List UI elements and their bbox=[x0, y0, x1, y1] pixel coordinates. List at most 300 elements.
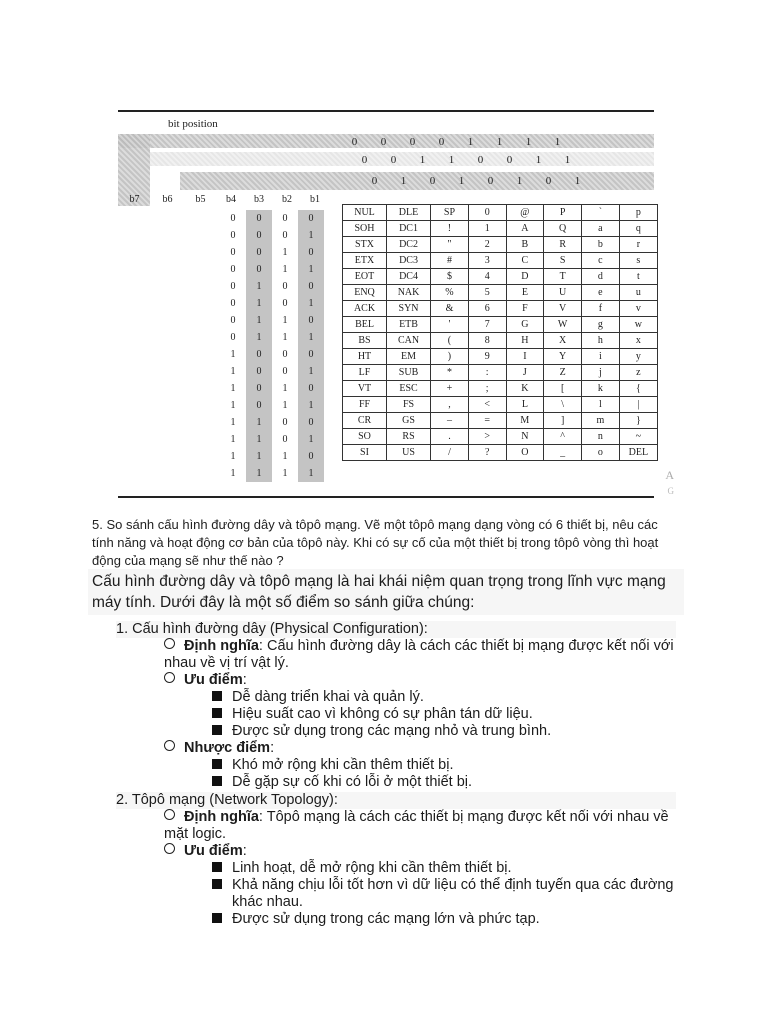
grid-row bbox=[343, 253, 658, 269]
hdr-cell: 1 bbox=[400, 175, 407, 187]
hdr-cell: 1 bbox=[458, 175, 465, 187]
list-item bbox=[212, 689, 424, 706]
hdr-cell: 0 bbox=[429, 175, 436, 187]
grid-row bbox=[343, 205, 658, 221]
list-item bbox=[212, 757, 453, 774]
bit-row bbox=[220, 380, 324, 397]
grid-cell: } bbox=[619, 413, 657, 429]
square-bullet-icon bbox=[212, 862, 222, 872]
bit-row bbox=[220, 448, 324, 465]
section-2-pros-label: Ưu điểm: bbox=[164, 843, 247, 860]
bit-row bbox=[220, 210, 324, 227]
grid-cell: STX bbox=[343, 237, 387, 253]
hdr-cell: 1 bbox=[574, 175, 581, 187]
list-item bbox=[212, 723, 551, 740]
grid-cell: ; bbox=[468, 381, 506, 397]
grid-cell: EOT bbox=[343, 269, 387, 285]
bit-value: 1 bbox=[230, 417, 236, 428]
bit-row bbox=[220, 244, 324, 261]
grid-cell: . bbox=[431, 429, 469, 445]
bit-value: 0 bbox=[298, 380, 324, 397]
grid-cell: 2 bbox=[468, 237, 506, 253]
grid-cell: H bbox=[506, 333, 544, 349]
grid-cell: ENQ bbox=[343, 285, 387, 301]
bit-value: 0 bbox=[230, 332, 236, 343]
square-bullet-icon bbox=[212, 725, 222, 735]
grid-cell: k bbox=[582, 381, 620, 397]
grid-cell: F bbox=[506, 301, 544, 317]
grid-cell: ETX bbox=[343, 253, 387, 269]
grid-cell: R bbox=[544, 237, 582, 253]
grid-cell: g bbox=[582, 317, 620, 333]
bit-value: 1 bbox=[230, 366, 236, 377]
hdr-cell: 1 bbox=[564, 154, 571, 166]
grid-cell: K bbox=[506, 381, 544, 397]
hollow-bullet-icon bbox=[164, 638, 175, 649]
bit-value: 0 bbox=[230, 247, 236, 258]
hdr-cell: 1 bbox=[419, 154, 426, 166]
bit-value: 1 bbox=[246, 431, 272, 448]
grid-cell: d bbox=[582, 269, 620, 285]
grid-cell: E bbox=[506, 285, 544, 301]
grid-cell: i bbox=[582, 349, 620, 365]
grid-cell: Q bbox=[544, 221, 582, 237]
grid-cell: DC2 bbox=[387, 237, 431, 253]
grid-cell: h bbox=[582, 333, 620, 349]
grid-row bbox=[343, 413, 658, 429]
bit-value-columns bbox=[220, 210, 324, 482]
grid-cell: < bbox=[468, 397, 506, 413]
grid-cell: u bbox=[619, 285, 657, 301]
bit-label: b1 bbox=[310, 194, 320, 205]
hollow-bullet-icon bbox=[164, 809, 175, 820]
bit-value: 0 bbox=[246, 397, 272, 414]
pros-label: Ưu điểm bbox=[184, 672, 243, 688]
grid-cell: b bbox=[582, 237, 620, 253]
grid-cell: NAK bbox=[387, 285, 431, 301]
bit-value: 1 bbox=[230, 434, 236, 445]
section-1-pros-label: Ưu điểm: bbox=[164, 672, 247, 689]
grid-cell: SO bbox=[343, 429, 387, 445]
grid-cell: – bbox=[431, 413, 469, 429]
grid-cell: M bbox=[506, 413, 544, 429]
grid-cell: ^ bbox=[544, 429, 582, 445]
grid-cell: x bbox=[619, 333, 657, 349]
grid-cell: DC1 bbox=[387, 221, 431, 237]
grid-cell: D bbox=[506, 269, 544, 285]
grid-cell: A bbox=[506, 221, 544, 237]
hdr-cell: 1 bbox=[535, 154, 542, 166]
grid-cell: DLE bbox=[387, 205, 431, 221]
grid-cell: DEL bbox=[619, 445, 657, 461]
bit-value: 1 bbox=[246, 312, 272, 329]
grid-cell: O bbox=[506, 445, 544, 461]
list-item-text: Khó mở rộng khi cần thêm thiết bị. bbox=[232, 757, 454, 773]
grid-cell: BEL bbox=[343, 317, 387, 333]
bit-value: 1 bbox=[282, 315, 288, 326]
grid-cell: ] bbox=[544, 413, 582, 429]
grid-cell: e bbox=[582, 285, 620, 301]
grid-cell: P bbox=[544, 205, 582, 221]
grid-cell: FS bbox=[387, 397, 431, 413]
bit-value: 1 bbox=[230, 468, 236, 479]
hdr-cell: 0 bbox=[545, 175, 552, 187]
grid-row bbox=[343, 269, 658, 285]
grid-cell: VT bbox=[343, 381, 387, 397]
bit-value: 1 bbox=[246, 278, 272, 295]
bit-label: b5 bbox=[195, 194, 206, 205]
bit-row bbox=[220, 295, 324, 312]
grid-cell: LF bbox=[343, 365, 387, 381]
bit-value: 0 bbox=[282, 298, 288, 309]
bit-value: 1 bbox=[246, 329, 272, 346]
side-char-1: A bbox=[665, 468, 674, 482]
bit-value: 1 bbox=[246, 414, 272, 431]
grid-cell: ESC bbox=[387, 381, 431, 397]
grid-cell: % bbox=[431, 285, 469, 301]
hdr-cell: 0 bbox=[351, 136, 358, 148]
section-1-definition bbox=[164, 638, 674, 672]
hdr-cell: 0 bbox=[477, 154, 484, 166]
grid-cell: r bbox=[619, 237, 657, 253]
grid-cell: CR bbox=[343, 413, 387, 429]
grid-cell: S bbox=[544, 253, 582, 269]
grid-cell: NUL bbox=[343, 205, 387, 221]
bit-value: 1 bbox=[282, 247, 288, 258]
bit-value: 0 bbox=[282, 366, 288, 377]
bit-value: 1 bbox=[298, 295, 324, 312]
grid-cell: CAN bbox=[387, 333, 431, 349]
bit-value: 1 bbox=[230, 383, 236, 394]
grid-cell: X bbox=[544, 333, 582, 349]
bit-value: 0 bbox=[298, 414, 324, 431]
question-5: 5. So sánh cấu hình đường dây và tôpô mạng. Vẽ một tôpô mạng dạng vòng có 6 thiết bị, nêu các tính năng và hoạt động cơ bản của tôpô này. Khi có sự cố của một thiết bị trong tôpô vòng thì hoạt động của mạng sẽ như thế nào ? bbox=[92, 517, 659, 568]
bit-value: 0 bbox=[282, 417, 288, 428]
grid-cell: 1 bbox=[468, 221, 506, 237]
hdr-cell: 0 bbox=[371, 175, 378, 187]
bit-value: 0 bbox=[282, 281, 288, 292]
bit-value: 1 bbox=[298, 261, 324, 278]
bit-value: 0 bbox=[246, 363, 272, 380]
hdr-cell: 0 bbox=[438, 136, 445, 148]
bit-value: 1 bbox=[298, 397, 324, 414]
list-item-text: Hiệu suất cao vì không có sự phân tán dữ liệu. bbox=[232, 706, 533, 722]
bit-value: 1 bbox=[298, 465, 324, 482]
grid-cell: v bbox=[619, 301, 657, 317]
grid-cell: q bbox=[619, 221, 657, 237]
grid-cell: ( bbox=[431, 333, 469, 349]
grid-cell: t bbox=[619, 269, 657, 285]
hdr-cell: 0 bbox=[506, 154, 513, 166]
grid-cell: # bbox=[431, 253, 469, 269]
grid-cell: SYN bbox=[387, 301, 431, 317]
bit-value: 0 bbox=[298, 278, 324, 295]
hdr-cell: 0 bbox=[380, 136, 387, 148]
grid-cell: > bbox=[468, 429, 506, 445]
grid-cell: B bbox=[506, 237, 544, 253]
grid-cell: / bbox=[431, 445, 469, 461]
grid-cell: , bbox=[431, 397, 469, 413]
figure-bottom-rule bbox=[118, 496, 654, 498]
grid-cell: ) bbox=[431, 349, 469, 365]
bit-value: 1 bbox=[282, 451, 288, 462]
bit-row bbox=[220, 431, 324, 448]
grid-row bbox=[343, 429, 658, 445]
bit-row bbox=[220, 346, 324, 363]
bit-value: 0 bbox=[230, 315, 236, 326]
bit-value: 0 bbox=[298, 448, 324, 465]
grid-cell: o bbox=[582, 445, 620, 461]
hollow-bullet-icon bbox=[164, 740, 175, 751]
section-1-cons-label: Nhược điểm: bbox=[164, 740, 274, 757]
bit-value: 0 bbox=[298, 346, 324, 363]
grid-cell: DC4 bbox=[387, 269, 431, 285]
bit-value: 0 bbox=[246, 261, 272, 278]
bit-value: 0 bbox=[246, 244, 272, 261]
ascii-code-grid bbox=[342, 204, 658, 461]
grid-cell: n bbox=[582, 429, 620, 445]
hdr-cell: 1 bbox=[516, 175, 523, 187]
bit-row bbox=[220, 329, 324, 346]
bit-position-label: bit position bbox=[168, 118, 218, 130]
bit-header-row-3 bbox=[360, 175, 592, 187]
grid-cell: f bbox=[582, 301, 620, 317]
grid-cell: + bbox=[431, 381, 469, 397]
square-bullet-icon bbox=[212, 776, 222, 786]
bit-value: 1 bbox=[230, 349, 236, 360]
grid-cell: ? bbox=[468, 445, 506, 461]
grid-row bbox=[343, 317, 658, 333]
bit-value: 1 bbox=[282, 468, 288, 479]
grid-cell: 5 bbox=[468, 285, 506, 301]
grid-cell: T bbox=[544, 269, 582, 285]
bit-value: 1 bbox=[298, 329, 324, 346]
bit-value: 0 bbox=[246, 380, 272, 397]
bit-value: 0 bbox=[246, 227, 272, 244]
list-item bbox=[212, 860, 512, 877]
bit-value: 0 bbox=[230, 230, 236, 241]
hdr-cell: 1 bbox=[448, 154, 455, 166]
ascii-table-figure bbox=[118, 108, 674, 500]
bit-row bbox=[220, 278, 324, 295]
hollow-bullet-icon bbox=[164, 672, 175, 683]
grid-cell: HT bbox=[343, 349, 387, 365]
bit-value: 0 bbox=[298, 312, 324, 329]
section-1-heading: 1. Cấu hình đường dây (Physical Configuration): bbox=[116, 621, 676, 638]
bit-value: 1 bbox=[282, 383, 288, 394]
list-item-text: Dễ dàng triển khai và quản lý. bbox=[232, 689, 424, 705]
bit-value: 0 bbox=[230, 213, 236, 224]
bit-header-row-2 bbox=[350, 154, 582, 166]
grid-cell: Z bbox=[544, 365, 582, 381]
hollow-bullet-icon bbox=[164, 843, 175, 854]
grid-cell: _ bbox=[544, 445, 582, 461]
hdr-cell: 1 bbox=[525, 136, 532, 148]
grid-cell: l bbox=[582, 397, 620, 413]
bit-value: 0 bbox=[230, 298, 236, 309]
hdr-cell: 0 bbox=[361, 154, 368, 166]
bit-value: 1 bbox=[282, 400, 288, 411]
bit-header-row-1 bbox=[340, 136, 572, 148]
section-2-heading: 2. Tôpô mạng (Network Topology): bbox=[116, 792, 676, 809]
side-char-2: G bbox=[667, 486, 674, 496]
bit-value: 1 bbox=[246, 465, 272, 482]
definition-text: : Tôpô mạng là cách các thiết bị mạng được kết nối với nhau về mặt logic. bbox=[164, 809, 669, 842]
bit-value: 1 bbox=[298, 227, 324, 244]
bit-row bbox=[220, 312, 324, 329]
grid-cell: m bbox=[582, 413, 620, 429]
bit-value: 0 bbox=[282, 349, 288, 360]
bit-value: 1 bbox=[282, 264, 288, 275]
grid-row bbox=[343, 397, 658, 413]
bit-label: b3 bbox=[254, 194, 264, 205]
square-bullet-icon bbox=[212, 691, 222, 701]
grid-cell: | bbox=[619, 397, 657, 413]
bit-value: 0 bbox=[298, 244, 324, 261]
grid-cell: EM bbox=[387, 349, 431, 365]
list-item bbox=[212, 877, 682, 911]
bit-label: b6 bbox=[162, 194, 173, 205]
grid-cell: ~ bbox=[619, 429, 657, 445]
list-item-text: Được sử dụng trong các mạng nhỏ và trung bình. bbox=[232, 723, 552, 739]
definition-text: : Cấu hình đường dây là cách các thiết bị mạng được kết nối với nhau về vị trí vật lý. bbox=[164, 638, 674, 671]
bit-value: 0 bbox=[230, 264, 236, 275]
definition-label: Định nghĩa bbox=[184, 638, 259, 654]
bit-row bbox=[220, 465, 324, 482]
square-bullet-icon bbox=[212, 879, 222, 889]
grid-cell: N bbox=[506, 429, 544, 445]
grid-row bbox=[343, 301, 658, 317]
grid-cell: j bbox=[582, 365, 620, 381]
bit-value: 1 bbox=[298, 363, 324, 380]
grid-cell: US bbox=[387, 445, 431, 461]
grid-cell: z bbox=[619, 365, 657, 381]
grid-cell: { bbox=[619, 381, 657, 397]
grid-cell: s bbox=[619, 253, 657, 269]
grid-cell: @ bbox=[506, 205, 544, 221]
grid-cell: ' bbox=[431, 317, 469, 333]
grid-cell: 8 bbox=[468, 333, 506, 349]
bit-row bbox=[220, 414, 324, 431]
grid-cell: U bbox=[544, 285, 582, 301]
grid-cell: p bbox=[619, 205, 657, 221]
intro-paragraph: Cấu hình đường dây và tôpô mạng là hai khái niệm quan trọng trong lĩnh vực mạng máy tính. Dưới đây là một số điểm so sánh giữa chúng: bbox=[88, 569, 684, 615]
grid-cell: W bbox=[544, 317, 582, 333]
grid-cell: FF bbox=[343, 397, 387, 413]
bit-value: 0 bbox=[246, 346, 272, 363]
grid-row bbox=[343, 221, 658, 237]
bit-value: 0 bbox=[230, 281, 236, 292]
grid-cell: [ bbox=[544, 381, 582, 397]
grid-cell: c bbox=[582, 253, 620, 269]
square-bullet-icon bbox=[212, 759, 222, 769]
hdr-cell: 0 bbox=[390, 154, 397, 166]
bit-value: 1 bbox=[230, 400, 236, 411]
bit-label: b2 bbox=[282, 194, 292, 205]
grid-cell: : bbox=[468, 365, 506, 381]
bit-value: 1 bbox=[246, 448, 272, 465]
grid-row bbox=[343, 381, 658, 397]
figure-top-rule bbox=[118, 110, 654, 112]
grid-row bbox=[343, 333, 658, 349]
bit-value: 1 bbox=[298, 431, 324, 448]
list-item bbox=[212, 911, 540, 928]
grid-cell: 4 bbox=[468, 269, 506, 285]
grid-row bbox=[343, 237, 658, 253]
grid-cell: C bbox=[506, 253, 544, 269]
cons-label: Nhược điểm bbox=[184, 740, 271, 756]
grid-cell: ` bbox=[582, 205, 620, 221]
hdr-cell: 0 bbox=[409, 136, 416, 148]
grid-row bbox=[343, 349, 658, 365]
bit-row bbox=[220, 397, 324, 414]
grid-cell: $ bbox=[431, 269, 469, 285]
grid-cell: = bbox=[468, 413, 506, 429]
list-item-text: Linh hoạt, dễ mở rộng khi cần thêm thiết bị. bbox=[232, 860, 512, 876]
list-item bbox=[212, 706, 533, 723]
list-item-text: Được sử dụng trong các mạng lớn và phức tạp. bbox=[232, 911, 540, 927]
square-bullet-icon bbox=[212, 913, 222, 923]
grid-cell: y bbox=[619, 349, 657, 365]
grid-cell: ACK bbox=[343, 301, 387, 317]
grid-cell: Y bbox=[544, 349, 582, 365]
bit-label: b4 bbox=[226, 194, 236, 205]
grid-cell: RS bbox=[387, 429, 431, 445]
bit-row bbox=[220, 227, 324, 244]
list-item bbox=[212, 774, 472, 791]
bit-value: 1 bbox=[230, 451, 236, 462]
grid-cell: SUB bbox=[387, 365, 431, 381]
bit-value: 0 bbox=[282, 434, 288, 445]
grid-cell: 3 bbox=[468, 253, 506, 269]
pros-label: Ưu điểm bbox=[184, 843, 243, 859]
hdr-cell: 0 bbox=[487, 175, 494, 187]
bit-value: 1 bbox=[246, 295, 272, 312]
grid-cell: G bbox=[506, 317, 544, 333]
grid-row bbox=[343, 285, 658, 301]
grid-cell: SI bbox=[343, 445, 387, 461]
list-item-text: Khả năng chịu lỗi tốt hơn vì dữ liệu có thể định tuyến qua các đường khác nhau. bbox=[232, 877, 674, 910]
bit-row bbox=[220, 261, 324, 278]
grid-cell: a bbox=[582, 221, 620, 237]
grid-cell: \ bbox=[544, 397, 582, 413]
hdr-cell: 1 bbox=[496, 136, 503, 148]
bit-labels bbox=[118, 194, 329, 205]
grid-cell: 6 bbox=[468, 301, 506, 317]
grid-cell: " bbox=[431, 237, 469, 253]
bit-row bbox=[220, 363, 324, 380]
bit-value: 0 bbox=[246, 210, 272, 227]
grid-cell: ! bbox=[431, 221, 469, 237]
section-2-definition bbox=[164, 809, 676, 843]
grid-cell: ETB bbox=[387, 317, 431, 333]
square-bullet-icon bbox=[212, 708, 222, 718]
grid-cell: DC3 bbox=[387, 253, 431, 269]
bit-value: 0 bbox=[282, 230, 288, 241]
bit-value: 1 bbox=[282, 332, 288, 343]
grid-cell: 7 bbox=[468, 317, 506, 333]
grid-cell: w bbox=[619, 317, 657, 333]
list-item-text: Dễ gặp sự cố khi có lỗi ở một thiết bị. bbox=[232, 774, 473, 790]
grid-cell: I bbox=[506, 349, 544, 365]
grid-row bbox=[343, 445, 658, 461]
definition-label: Định nghĩa bbox=[184, 809, 259, 825]
grid-cell: 0 bbox=[468, 205, 506, 221]
bit-value: 0 bbox=[282, 213, 288, 224]
grid-cell: L bbox=[506, 397, 544, 413]
grid-cell: * bbox=[431, 365, 469, 381]
grid-cell: & bbox=[431, 301, 469, 317]
